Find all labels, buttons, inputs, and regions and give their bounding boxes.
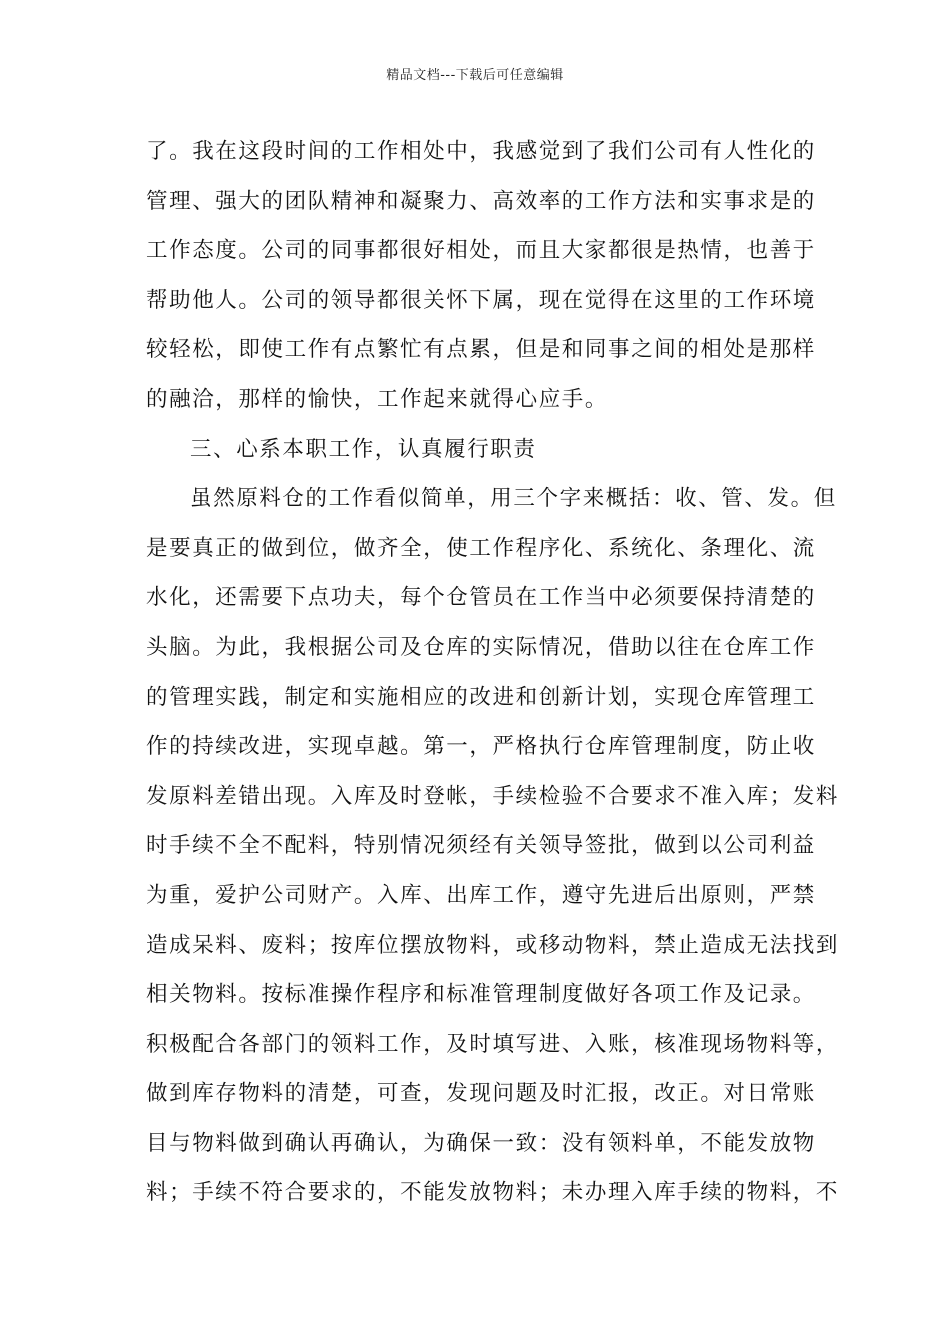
page-header: 精品文档---下载后可任意编辑	[386, 68, 564, 83]
text-line: 时手续不全不配料，特别情况须经有关领导签批，做到以公司利益	[146, 833, 816, 859]
section-heading: 三、心系本职工作，认真履行职责	[190, 436, 537, 462]
text-line: 积极配合各部门的领料工作，及时填写进、入账，核准现场物料等，	[146, 1031, 840, 1057]
text-line: 头脑。为此，我根据公司及仓库的实际情况，借助以往在仓库工作	[146, 634, 816, 660]
text-line: 相关物料。按标准操作程序和标准管理制度做好各项工作及记录。	[146, 982, 816, 1008]
text-line: 工作态度。公司的同事都很好相处，而且大家都很是热情，也善于	[146, 238, 816, 264]
body-text	[146, 132, 840, 1223]
text-line: 了。我在这段时间的工作相处中，我感觉到了我们公司有人性化的	[146, 139, 816, 164]
text-line: 是要真正的做到位，做齐全，使工作程序化、系统化、条理化、流	[146, 535, 816, 561]
text-line: 料；手续不符合要求的，不能发放物料；未办理入库手续的物料，不	[146, 1180, 840, 1206]
text-line: 管理、强大的团队精神和凝聚力、高效率的工作方法和实事求是的	[146, 188, 816, 214]
text-line: 水化，还需要下点功夫，每个仓管员在工作当中必须要保持清楚的	[146, 585, 816, 611]
text-line: 造成呆料、废料；按库位摆放物料，或移动物料，禁止造成无法找到	[146, 932, 840, 958]
text-line: 作的持续改进，实现卓越。第一，严格执行仓库管理制度，防止收	[146, 734, 816, 760]
text-line: 的融洽，那样的愉快，工作起来就得心应手。	[146, 386, 609, 412]
text-line: 做到库存物料的清楚，可查，发现问题及时汇报，改正。对日常账	[146, 1081, 816, 1107]
text-line: 为重，爱护公司财产。入库、出库工作，遵守先进后出原则，严禁	[146, 882, 816, 908]
text-line: 的管理实践，制定和实施相应的改进和创新计划，实现仓库管理工	[146, 684, 816, 710]
paragraph-first-line: 虽然原料仓的工作看似简单，用三个字来概括：收、管、发。但	[190, 486, 837, 512]
text-line: 目与物料做到确认再确认，为确保一致：没有领料单，不能发放物	[146, 1130, 816, 1156]
text-line: 较轻松，即使工作有点繁忙有点累，但是和同事之间的相处是那样	[146, 337, 816, 363]
text-line: 帮助他人。公司的领导都很关怀下属，现在觉得在这里的工作环境	[146, 287, 816, 313]
text-line: 发原料差错出现。入库及时登帐，手续检验不合要求不准入库；发料	[146, 783, 840, 809]
